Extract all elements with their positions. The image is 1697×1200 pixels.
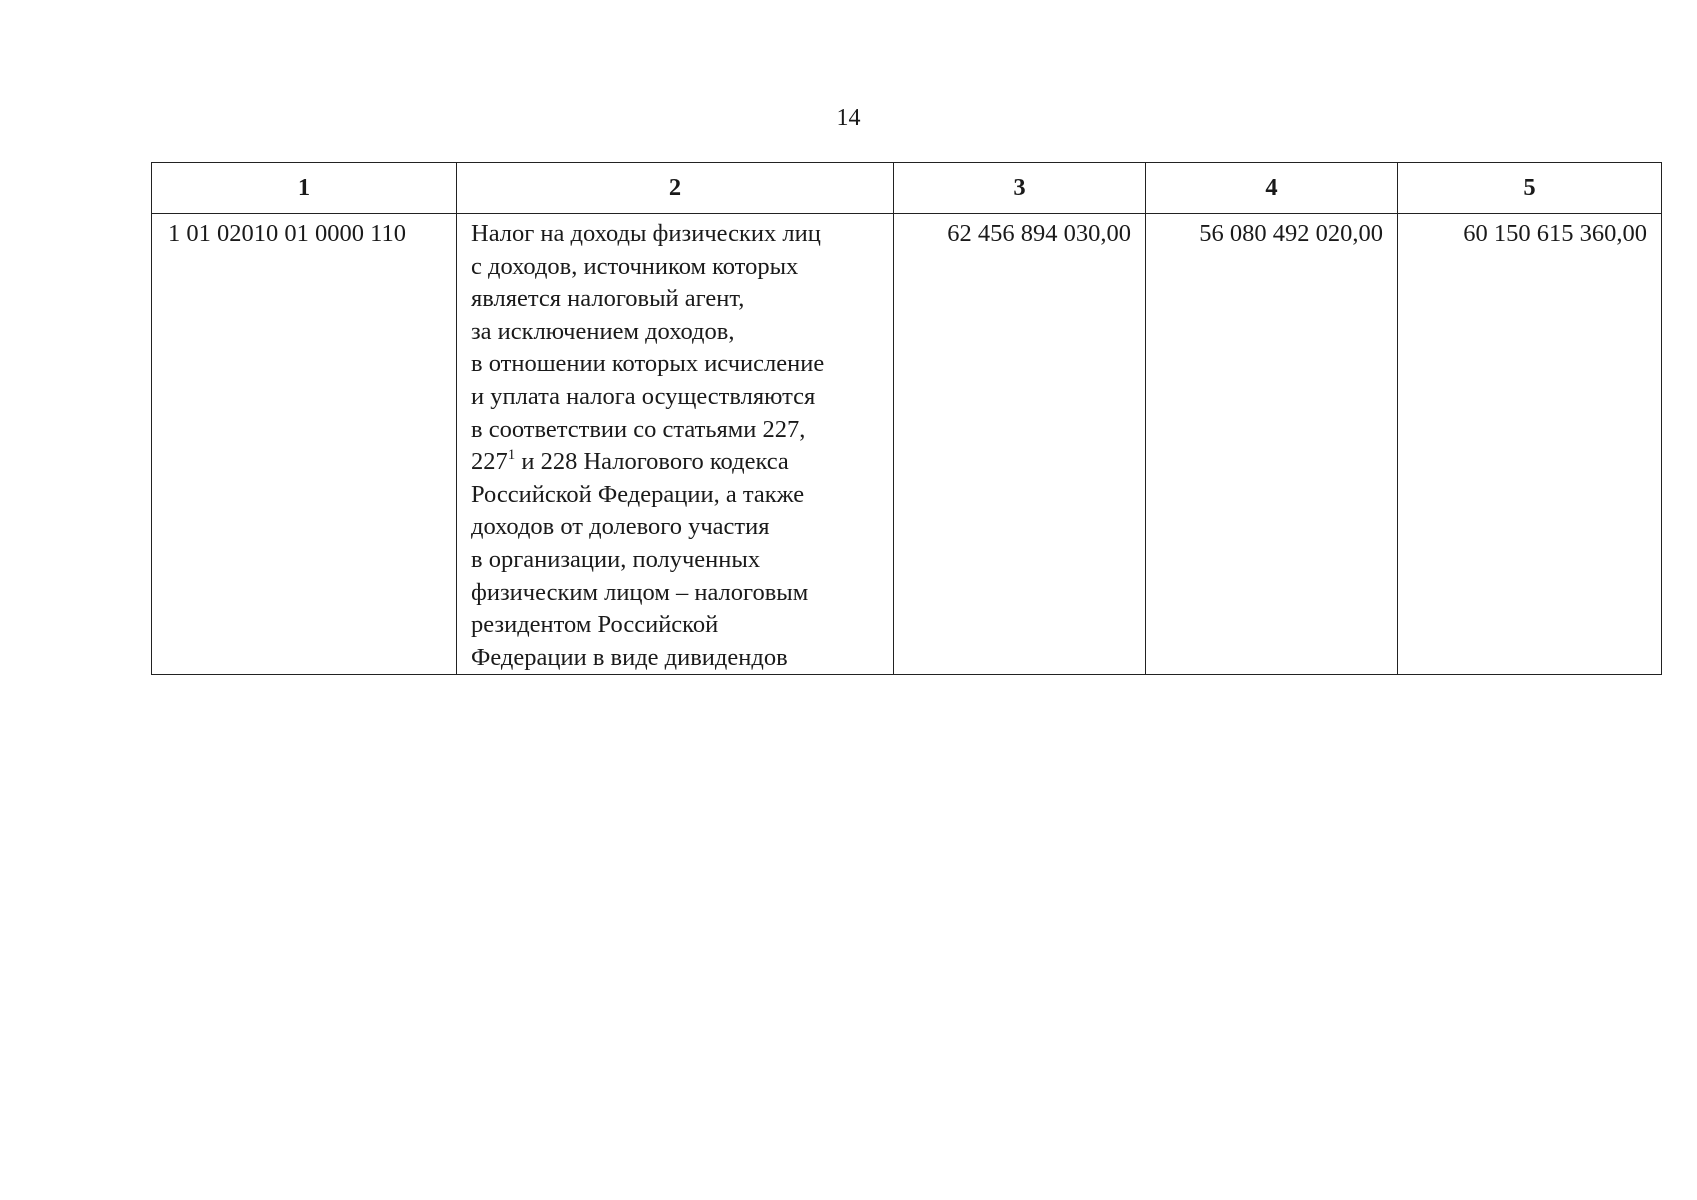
article-superscript: 1 (507, 447, 516, 464)
column-header-3: 3 (894, 163, 1146, 214)
description-line: за исключением доходов, (471, 317, 735, 345)
amount-column-4: 56 080 492 020,00 (1146, 214, 1398, 675)
column-header-4: 4 (1146, 163, 1398, 214)
amount-column-5: 60 150 615 360,00 (1398, 214, 1662, 675)
description-line-article-reference (471, 446, 879, 479)
description-line: в соответствии со статьями 227, (471, 415, 806, 443)
page-number: 14 (836, 105, 861, 131)
column-header-2: 2 (457, 163, 894, 214)
column-header-1: 1 (152, 163, 457, 214)
description-line: Российской Федерации, а также (471, 480, 805, 508)
description-line: доходов от долевого участия (471, 513, 770, 541)
budget-classification-code: 1 01 02010 01 0000 110 (152, 214, 457, 675)
description-line: в организации, полученных (471, 545, 761, 573)
description-line: физическим лицом – налоговым (471, 578, 809, 606)
revenue-table (151, 162, 1662, 675)
column-header-5: 5 (1398, 163, 1662, 214)
description-line: Налог на доходы физических лиц (471, 220, 821, 247)
article-number: 227 (471, 448, 508, 476)
description-line: и уплата налога осуществляются (471, 382, 816, 410)
description-line: в отношении которых исчисление (471, 350, 825, 378)
description-line: является налоговый агент, (471, 285, 745, 313)
revenue-description (457, 214, 894, 675)
table-header-row (152, 163, 1662, 214)
description-line: Федерации в виде дивидендов (471, 643, 788, 671)
amount-column-3: 62 456 894 030,00 (894, 214, 1146, 675)
description-line: резидентом Российской (471, 611, 719, 639)
article-continuation: и 228 Налогового кодекса (515, 448, 789, 476)
description-line: с доходов, источником которых (471, 252, 799, 280)
table-row (152, 214, 1662, 675)
